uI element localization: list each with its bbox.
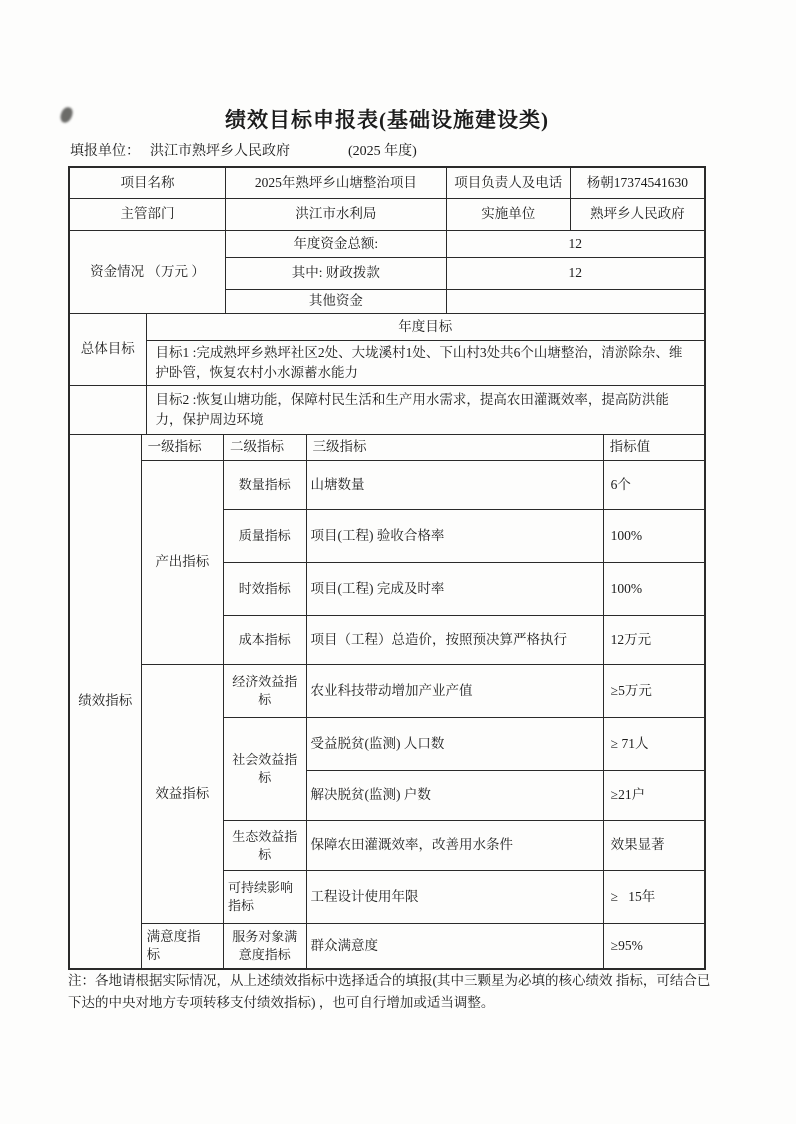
overall-goal-section xyxy=(70,314,704,435)
funding-section xyxy=(70,231,704,314)
l3-cell: 群众满意度 xyxy=(307,924,604,968)
footnote: 注：各地请根据实际情况，从上述绩效指标中选择适合的填报(其中三颗星为必填的核心绩效 指标，可结合已下达的中央对地方专项转移支付绩效指标) ，也可自行增加或适当调整。 xyxy=(68,973,711,1010)
value-cell: ≥ 15年 xyxy=(604,871,704,924)
funding-other-value-cell xyxy=(447,290,704,314)
header-l3-cell: 三级指标 xyxy=(307,435,604,461)
goal1-cell: 目标1 :完成熟坪乡熟坪社区2处、大垅溪村1处、下山村3处共6个山塘整治，清淤除杂、维护卧管，恢复农村小水源蓄水能力 xyxy=(147,341,704,386)
l3-cell: 山塘数量 xyxy=(307,461,604,510)
l2-cell: 质量指标 xyxy=(224,510,306,563)
fill-unit-label: 填报单位： xyxy=(70,144,140,159)
fill-unit-value: 洪江市熟坪乡人民政府 xyxy=(150,144,290,159)
funding-total-value-cell: 12 xyxy=(447,231,704,258)
funding-fiscal-label-cell: 其中: 财政拨款 xyxy=(226,258,447,290)
group-output-cell: 产出指标 xyxy=(142,461,224,665)
value-cell: ≥ 71人 xyxy=(604,718,704,771)
impl-value-cell: 熟坪乡人民政府 xyxy=(571,199,704,231)
header-l2-cell: 二级指标 xyxy=(224,435,306,461)
annual-goal-header-cell: 年度目标 xyxy=(147,314,704,341)
value-cell: 100% xyxy=(604,563,704,616)
year-label: (2025 年度) xyxy=(348,144,417,159)
project-name-cell: 2025年熟坪乡山塘整治项目 xyxy=(226,168,447,199)
l3-cell: 项目（工程）总造价，按照预决算严格执行 xyxy=(307,616,604,665)
leader-value-cell: 杨朝17374541630 xyxy=(571,168,704,199)
funding-fiscal-value-cell: 12 xyxy=(447,258,704,290)
impl-label-cell: 实施单位 xyxy=(447,199,571,231)
fill-unit-line xyxy=(70,140,706,160)
value-cell: ≥95% xyxy=(610,937,643,953)
value-cell: ≥21户 xyxy=(604,771,704,821)
l3-cell: 解决脱贫(监测) 户数 xyxy=(307,771,604,821)
performance-target-table xyxy=(68,166,706,970)
l2-cell: 成本指标 xyxy=(224,616,306,665)
funding-other-label-cell: 其他资金 xyxy=(226,290,447,314)
l2-cell: 数量指标 xyxy=(224,461,306,510)
value-cell: ≥5万元 xyxy=(604,665,704,718)
overall-goal-empty-cell xyxy=(70,386,147,435)
indicators-section xyxy=(70,435,704,968)
basic-info-section xyxy=(70,168,704,231)
form-title: 绩效目标申报表(基础设施建设类) xyxy=(225,108,549,132)
l2-cell: 社会效益指标 xyxy=(224,718,306,821)
l3-cell: 保障农田灌溉效率，改善用水条件 xyxy=(307,821,604,871)
group-benefit-cell: 效益指标 xyxy=(142,665,224,924)
l2-cell: 服务对象满意度指标 xyxy=(224,924,306,968)
funding-total-label-cell: 年度资金总额: xyxy=(226,231,447,258)
l3-cell: 农业科技带动增加产业产值 xyxy=(307,665,604,718)
project-name-label-cell: 项目名称 xyxy=(70,168,226,199)
l3-cell: 工程设计使用年限 xyxy=(307,871,604,924)
header-value-cell: 指标值 xyxy=(604,435,704,461)
l2-cell: 可持续影响指标 xyxy=(224,871,306,924)
dept-label-cell: 主管部门 xyxy=(70,199,226,231)
l2-cell: 生态效益指标 xyxy=(224,821,306,871)
overall-goal-label-cell: 总体目标 xyxy=(70,314,147,386)
leader-label-cell: 项目负责人及电话 xyxy=(447,168,571,199)
funding-label-cell: 资金情况 （万元 ） xyxy=(70,231,226,314)
l3-cell: 项目(工程) 验收合格率 xyxy=(307,510,604,563)
value-cell: 12万元 xyxy=(604,616,704,665)
dept-value-cell: 洪江市水利局 xyxy=(226,199,447,231)
group-satisfaction-cell: 满意度指标 xyxy=(142,924,224,968)
value-cell: 100% xyxy=(604,510,704,563)
value-cell: 6个 xyxy=(604,461,704,510)
goal2-cell: 目标2 :恢复山塘功能，保障村民生活和生产用水需求，提高农田灌溉效率，提高防洪能力，保护周边环境 xyxy=(147,386,704,435)
l3-cell: 项目(工程) 完成及时率 xyxy=(307,563,604,616)
value-cell: 效果显著 xyxy=(604,821,704,871)
l2-cell: 经济效益指标 xyxy=(224,665,306,718)
indicators-label-cell: 绩效指标 xyxy=(70,435,142,968)
header-l1-cell: 一级指标 xyxy=(142,435,224,461)
l3-cell: 受益脱贫(监测) 人口数 xyxy=(307,718,604,771)
l2-cell: 时效指标 xyxy=(224,563,306,616)
